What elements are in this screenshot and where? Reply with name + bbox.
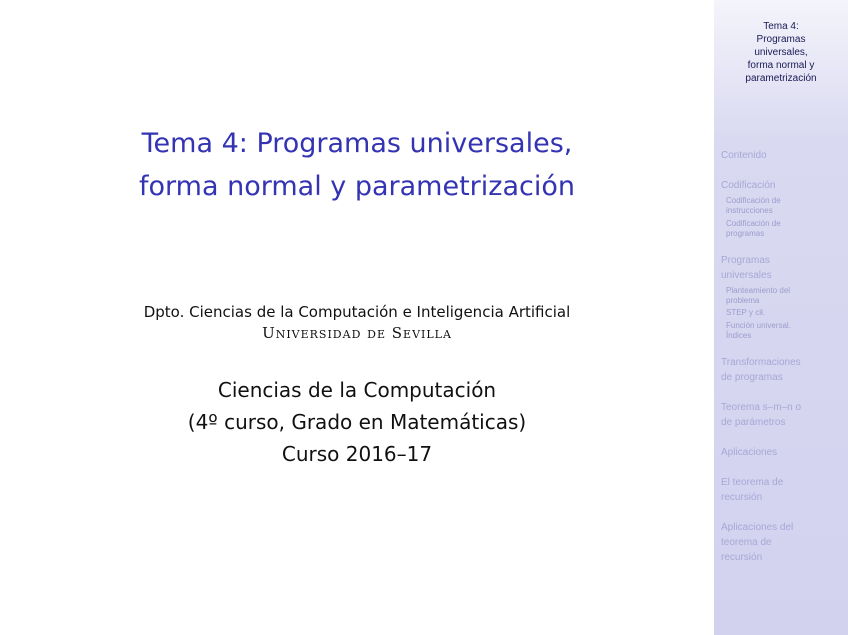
toc-subsection-step[interactable] (721, 308, 845, 318)
toc-subsection-planteamiento[interactable] (721, 286, 845, 306)
course-info (0, 374, 714, 470)
toc-section-label: universales (721, 270, 772, 281)
toc-subsection-label: instrucciones (726, 206, 773, 215)
title-line-2: forma normal y parametrización (139, 171, 575, 202)
toc-section-label: teorema de (721, 537, 772, 548)
slide-title (0, 122, 714, 208)
course-line-1: Ciencias de la Computación (217, 378, 497, 402)
sidebar-title-line: forma normal y (747, 60, 815, 71)
toc-section-label: Codificación (721, 180, 776, 191)
toc-section-label: Aplicaciones (721, 447, 778, 458)
title-line-1: Tema 4: Programas universales, (141, 128, 573, 159)
toc-section-aplicaciones-recursion[interactable] (721, 520, 845, 565)
course-line-3: Curso 2016–17 (281, 442, 433, 466)
toc-subsection-label: Codificación de (726, 196, 781, 205)
toc-subsection-label: programas (726, 229, 765, 238)
sidebar-title-line: Tema 4: (763, 21, 799, 32)
toc-section-label: Programas (721, 255, 770, 266)
toc-subsection-funcion-universal[interactable] (721, 321, 845, 341)
toc-section-label: Transformaciones (721, 357, 801, 368)
table-of-contents (721, 148, 845, 565)
toc-section-programas-universales[interactable] (721, 253, 845, 283)
sidebar-navigation (714, 0, 848, 635)
toc-section-label: Teorema s–m–n o (721, 402, 802, 413)
institute-block (0, 302, 714, 344)
toc-subsection-label: STEP y cił. (726, 308, 765, 317)
toc-section-label: El teorema de (721, 477, 784, 488)
university: Universidad de Sevilla (262, 324, 452, 342)
toc-section-contenido[interactable] (721, 148, 845, 163)
toc-subsection-codificacion-instrucciones[interactable] (721, 196, 845, 216)
sidebar-title-line: parametrización (745, 73, 817, 84)
course-line-2: (4º curso, Grado en Matemáticas) (187, 410, 527, 434)
toc-section-aplicaciones[interactable] (721, 445, 845, 460)
toc-section-codificacion[interactable] (721, 178, 845, 193)
sidebar-title[interactable] (714, 20, 848, 85)
toc-subsection-label: Codificación de (726, 219, 781, 228)
toc-section-label: Contenido (721, 150, 767, 161)
toc-section-teorema-recursion[interactable] (721, 475, 845, 505)
toc-section-label: recursión (721, 492, 763, 503)
toc-subsection-label: Planteamiento del (726, 286, 791, 295)
department: Dpto. Ciencias de la Computación e Inteligencia Artificial (143, 303, 571, 321)
sidebar-title-line: universales, (754, 47, 808, 58)
toc-section-transformaciones[interactable] (721, 355, 845, 385)
toc-section-label: de programas (721, 372, 783, 383)
toc-section-label: Aplicaciones del (721, 522, 794, 533)
toc-section-teorema-smn[interactable] (721, 400, 845, 430)
toc-subsection-label: Índices (726, 331, 752, 340)
toc-section-label: de parámetros (721, 417, 786, 428)
sidebar-title-line: Programas (756, 34, 806, 45)
toc-subsection-label: problema (726, 296, 760, 305)
toc-section-label: recursión (721, 552, 763, 563)
toc-subsection-label: Función universal. (726, 321, 791, 330)
toc-subsection-codificacion-programas[interactable] (721, 219, 845, 239)
